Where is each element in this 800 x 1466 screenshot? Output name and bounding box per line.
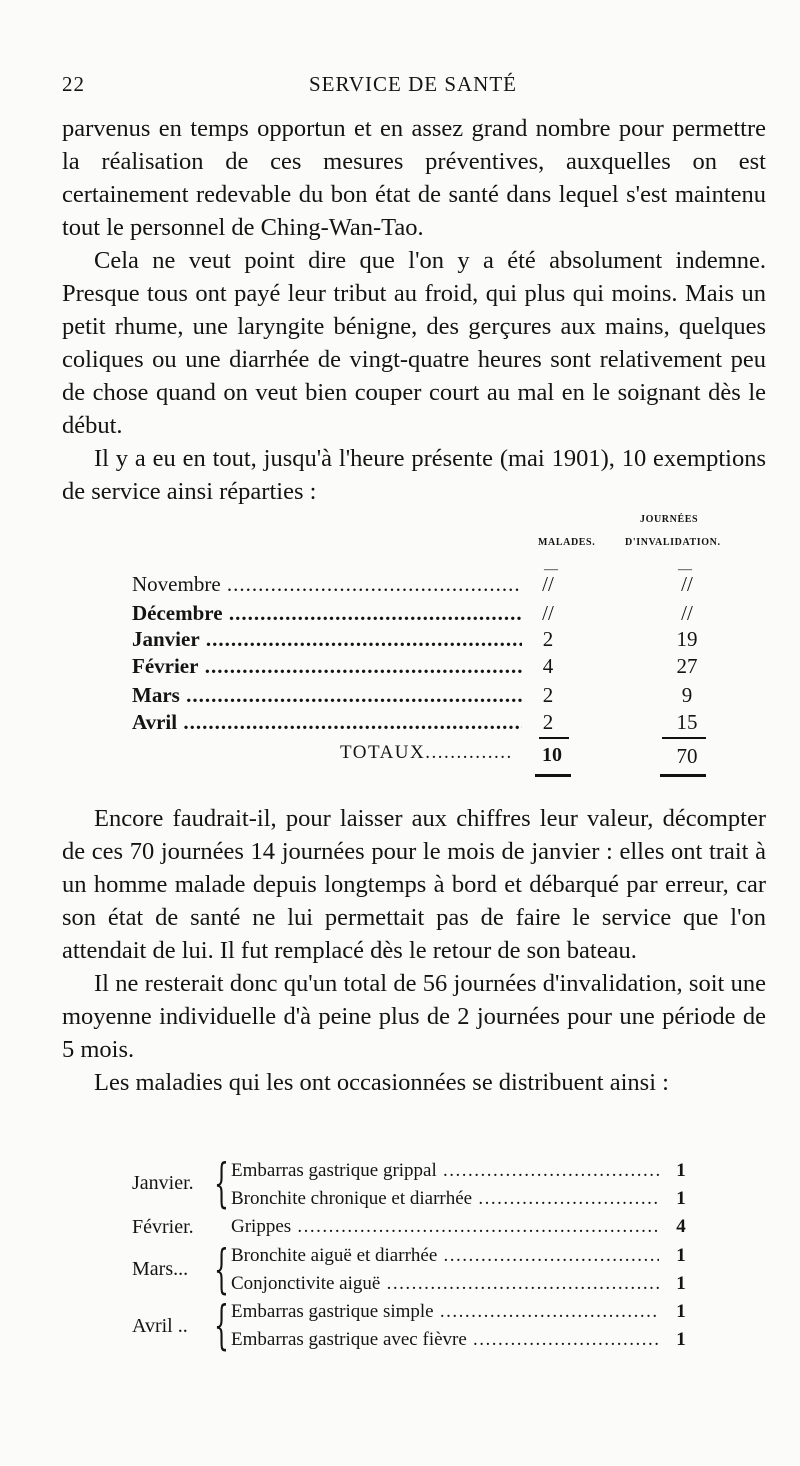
disease-label: Bronchite chronique et diarrhée ..... bbox=[231, 1188, 659, 1210]
totals-label: TOTAUX ..... bbox=[340, 742, 512, 764]
disease-label: Bronchite aiguë et diarrhée ..... bbox=[231, 1245, 659, 1267]
disease-row bbox=[231, 1245, 691, 1273]
total-malades: 10 bbox=[542, 744, 562, 766]
disease-row bbox=[231, 1301, 691, 1329]
disease-count: 1 bbox=[676, 1301, 686, 1322]
disease-count: 1 bbox=[676, 1273, 686, 1294]
group-month: Mars... bbox=[132, 1258, 189, 1280]
column-header-malades: MALADES. bbox=[538, 537, 596, 548]
total-rule bbox=[660, 774, 706, 777]
group-month: Avril .. bbox=[132, 1315, 188, 1337]
paragraph: Il ne resterait donc qu'un total de 56 journées d'invalidation, soit une moyenne individuelle d'à peine plus de 2 journées pour une période de 5 mois. bbox=[62, 970, 766, 1063]
sum-rule bbox=[539, 737, 569, 739]
brace: { bbox=[214, 1154, 229, 1214]
disease-row bbox=[231, 1188, 691, 1216]
paragraph: Encore faudrait-il, pour laisser aux chiffres leur valeur, décompter de ces 70 journées 14 journées pour le mois de janvier : elles ont trait à un homme malade depuis longtemps à bord et débarqué par erreur, car son état de santé ne lui permettait pas de faire le service que l'on attendait de lui. Il fut remplacé dès le retour de son bateau. bbox=[62, 805, 766, 964]
row-journees: 15 bbox=[676, 710, 698, 734]
table-row bbox=[132, 654, 732, 684]
disease-row bbox=[231, 1273, 691, 1301]
group-month: Janvier. bbox=[132, 1172, 194, 1194]
disease-count: 4 bbox=[676, 1216, 686, 1237]
disease-label: Embarras gastrique simple ..... bbox=[231, 1301, 659, 1323]
table-row bbox=[132, 627, 732, 657]
row-malades: 2 bbox=[542, 683, 554, 707]
total-rule bbox=[535, 774, 571, 777]
total-journees: 70 bbox=[676, 744, 698, 768]
table-row bbox=[132, 572, 732, 602]
running-title: SERVICE DE SANTÉ bbox=[309, 72, 517, 96]
group-month: Février. bbox=[132, 1216, 194, 1238]
row-malades: // bbox=[542, 572, 554, 596]
row-malades: 4 bbox=[542, 654, 554, 678]
table-row bbox=[132, 710, 732, 740]
row-malades: 2 bbox=[542, 627, 554, 651]
brace: { bbox=[214, 1240, 229, 1300]
header-dash: — bbox=[678, 562, 692, 577]
disease-label: Embarras gastrique grippal ..... bbox=[231, 1160, 659, 1182]
row-malades: // bbox=[542, 601, 554, 625]
disease-count: 1 bbox=[676, 1160, 686, 1181]
disease-count: 1 bbox=[676, 1188, 686, 1209]
body-text-bottom bbox=[62, 802, 766, 1099]
row-malades: 2 bbox=[542, 710, 554, 734]
row-journees: 9 bbox=[681, 683, 693, 707]
row-journees: 19 bbox=[676, 627, 698, 651]
sum-rule bbox=[662, 737, 706, 739]
row-month: Janvier ..... bbox=[132, 627, 522, 652]
body-text-top bbox=[62, 112, 766, 508]
paragraph: Cela ne veut point dire que l'on y a été absolument indemne. Presque tous ont payé leur tribut au froid, qui plus qui moins. Mais un petit rhume, une laryngite bénigne, des gerçures aux mains, quelques coliques ou une diarrhée de vingt-quatre heures sont relativement peu de chose quand on veut bien couper court au mal en le soignant dès le début. bbox=[62, 247, 766, 439]
row-journees: 27 bbox=[676, 654, 698, 678]
page-number: 22 bbox=[62, 72, 85, 96]
disease-label: Grippes ..... bbox=[231, 1216, 659, 1238]
row-month: Décembre ..... bbox=[132, 601, 522, 626]
disease-label: Conjonctivite aiguë ..... bbox=[231, 1273, 659, 1295]
brace: { bbox=[214, 1296, 229, 1356]
disease-label: Embarras gastrique avec fièvre ..... bbox=[231, 1329, 659, 1351]
disease-count: 1 bbox=[676, 1245, 686, 1266]
row-month: Février ..... bbox=[132, 654, 522, 679]
paragraph: parvenus en temps opportun et en assez grand nombre pour permettre la réalisation de ces mesures préventives, auxquelles on est certainement redevable du bon état de santé dans lequel s'est maintenu tout le personnel de Ching-Wan-Tao. bbox=[62, 115, 766, 241]
row-month: Avril ..... bbox=[132, 710, 522, 735]
column-header-invalidation: D'INVALIDATION. bbox=[625, 537, 721, 548]
row-journees: // bbox=[681, 572, 693, 596]
header-dash: — bbox=[544, 562, 558, 577]
disease-row bbox=[231, 1329, 691, 1357]
paragraph: Il y a eu en tout, jusqu'à l'heure présente (mai 1901), 10 exemptions de service ainsi réparties : bbox=[62, 445, 766, 505]
row-month: Novembre ..... bbox=[132, 572, 522, 597]
disease-count: 1 bbox=[676, 1329, 686, 1350]
column-header-journees: JOURNÉES bbox=[640, 514, 699, 525]
table-row bbox=[132, 683, 732, 713]
disease-row bbox=[231, 1216, 691, 1244]
disease-row bbox=[231, 1160, 691, 1188]
paragraph: Les maladies qui les ont occasionnées se distribuent ainsi : bbox=[94, 1069, 669, 1096]
row-journees: // bbox=[681, 601, 693, 625]
row-month: Mars ..... bbox=[132, 683, 522, 708]
